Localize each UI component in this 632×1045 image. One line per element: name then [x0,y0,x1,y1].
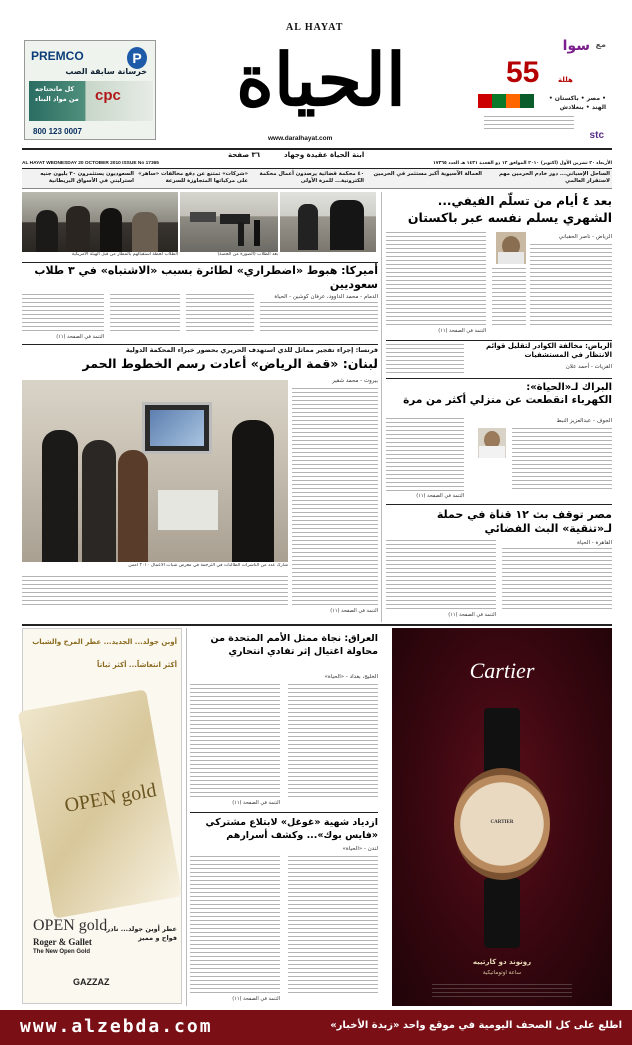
perfume-distributor: GAZZAZ [73,977,110,987]
stc-ad[interactable] [474,36,608,144]
box-riyadh-body [386,344,464,374]
watch-dial-text: CARTIER [490,820,514,825]
perfume-arabic: عطر أوبن جولد... نادر، فواح و مميز [104,925,177,942]
premco-line3: من مواد البناء [35,95,79,103]
footer-url[interactable]: www.alzebda.com [20,1016,213,1037]
us-plane-body [22,294,104,334]
watch-case [454,768,550,880]
cartier-sub: ساعة اوتوماتيكية [482,970,522,976]
us-plane-body [260,302,378,334]
issue-line-ar: الأربعاء ٢٠ تشرين الأول (اكتوبر) ٢٠١٠ الموافق ١٢ ذو القعدة ١٤٣١ هـ العدد ١٧٣٦٥ [433,161,612,166]
masthead-tagline: ابنة الحياة عقيدة وجهاد [284,151,365,159]
premco-line1: خرسانة سابقة الصب [65,67,147,76]
iraq-byline: الخليج، بغداد - «الحياة» [324,674,378,680]
us-plane-body [110,294,180,334]
photo-caption: شارك عدد من الناشرات الطالبات في الترجمة في معرض شباب الأعمال ٢٠١٠ أمس [128,563,288,568]
teaser-item[interactable]: العمالة الآسيوية أكبر مستثمر في الحرمين [373,171,482,177]
students-photo-3 [280,192,376,252]
masthead-rule [22,148,612,150]
website-link[interactable]: www.daralhayat.com [268,135,333,142]
google-body [190,856,280,996]
stc-label2: مع [595,40,606,49]
continued-label: التتمة في الصفحة (١١) [330,608,378,614]
electricity-kicker[interactable]: البراك لـ«الحياة»: [526,382,612,393]
teaser-strip [22,169,612,189]
lebanon-headline[interactable]: لبنان: «قمة الرياض» أعادت رسم الخطوط الحمر [82,356,378,371]
box-riyadh-byline: القريات - أحمد علان [565,364,612,370]
box-riyadh-headline[interactable]: الرياض: مخالفة الكوادر لتقليل قوائم الانتظار في المستشفيات [485,342,612,359]
rule [22,262,378,263]
continued-label: التتمة في الصفحة (١١) [416,493,464,499]
lead-body [386,232,486,328]
electricity-body [512,428,612,492]
continued-label: التتمة في الصفحة (١١) [232,996,280,1002]
footer-slogan: اطلع على كل الصحف اليومية في موقع واحد «زبدة الأخبار» [330,1020,622,1031]
rule [386,378,612,379]
premco-phone: 800 123 0007 [33,127,82,136]
stc-countries: • مصر • باكستان • الهند • بنغلادش [548,95,606,111]
photo-caption: الطلاب لحظة استقبالهم بالمطار من قبل الهيئة الأمريكية [71,252,178,257]
stc-unit: هللة [558,76,573,84]
lead-body [492,268,526,328]
stc-flags-icon [478,94,534,108]
latin-title: AL HAYAT [286,22,344,33]
egypt-body [502,548,612,612]
continued-label: التتمة في الصفحة (١١) [232,800,280,806]
premco-brand: PREMCO [31,49,84,63]
electricity-headline[interactable]: الكهرباء انقطعت عن منزلي أكثر من مرة [403,394,612,406]
cpc-logo-icon: cpc [95,87,121,104]
teaser-item[interactable]: السعوديون يستثمرون ٣٠ بليون جنيه استرليني في الأسواق البريطانية [40,171,134,184]
perfume-brand: Roger & Gallet [33,937,92,947]
stc-price: 55 [506,56,540,89]
stc-brand: stc [589,130,604,141]
perfume-product: OPEN gold [62,779,159,817]
perfume-title: أوبن جولد... الجديد... عطر المرح والشباب [32,638,177,646]
continued-label: التتمة في الصفحة (١١) [56,334,104,340]
perfume-bottle [18,689,182,918]
iraq-body [190,684,280,798]
lebanon-photo [22,380,288,562]
premco-ad[interactable] [24,40,156,140]
lead-body [530,244,612,328]
cartier-fineprint [432,984,572,998]
google-headline[interactable]: ازدياد شهية «غوغل» لابتلاع مشتركي «فايس بوك»... وكشف أسرارهم [205,817,378,841]
students-photo-2 [180,192,278,252]
perfume-label: The New Open Gold [33,949,91,955]
electricity-portrait [478,428,506,458]
cartier-brand: Cartier [469,658,535,683]
lebanon-body [292,388,378,606]
premco-line2: كل ماتحتاجه [35,85,75,93]
electricity-byline: الجوف - عبدالعزيز النبط [556,418,612,424]
masthead [0,0,632,150]
lead-headline-2[interactable]: الشهري يسلم نفسه عبر باكستان [407,210,612,225]
lebanon-byline: بيروت - محمد شقير [332,378,378,384]
photo-caption: بعد الطلاب (الصورة من الحصة) [217,252,278,257]
lebanon-kicker[interactable]: فرنسا: إجراء تفجير مماثل للذي استهدف الحريري بحضور خبراء المحكمة الدولية [125,346,378,354]
masthead-title: الحياة [236,37,406,122]
watch-strap-bottom [484,878,520,948]
us-plane-headline[interactable]: أميركا: هبوط «اضطراري» لطائرة بسبب «الاشتباه» في ٣ طلاب سعوديين [34,264,378,291]
lead-portrait [496,232,526,264]
footer-banner[interactable] [0,1010,632,1045]
electricity-body [386,418,464,492]
iraq-headline[interactable]: العراق: نجاة ممثل الأمم المتحدة من محاولة اغتيال إثر تفادي انتحاري [210,633,378,657]
perfume-ad[interactable] [22,628,182,1004]
teaser-item[interactable]: ٤٠ محكمة قضائية يرصدون أعمال محكمة الكترونية... للمرة الأولى [259,171,364,184]
cartier-caption: رونوند دو كارتييه [472,958,532,966]
lebanon-body [22,576,288,606]
column-divider [186,628,187,1006]
us-plane-body [186,294,254,334]
us-plane-byline: الدمام - محمد الداوود، عرفان كوشين - الحياة [274,294,378,300]
premco-logo-icon: P [127,47,147,69]
stc-label1: سوا [562,38,590,54]
rule [190,812,378,813]
egypt-byline: القاهرة - الحياة [577,540,612,546]
iraq-body [288,684,378,798]
rule [386,504,612,505]
egypt-headline[interactable]: مصر توقف بث ١٢ قناة في حملة لـ«تنقية» البث الفضائي [436,508,612,535]
issue-line-en: AL HAYAT WEDNESDAY 20 OCTOBER 2010 ISSUE No 17365 [22,161,159,166]
google-byline: لندن - «الحياة» [342,846,378,852]
lead-byline: الرياض - ناصر الحقباني [558,234,612,240]
rule [22,344,378,345]
google-body [288,856,378,996]
students-photo-1 [22,192,178,252]
perfume-subtitle: أكثر انتعاشاً... أكثر ثباتاً [96,661,177,669]
rule [386,340,612,341]
lead-headline-1[interactable]: بعد ٤ أيام من تسلّم الفيفي... [437,194,612,208]
egypt-body [386,540,496,612]
teaser-item[interactable]: الساحل الإسباني... دور خادم الحرمين مهم لاستقرار العالمي [499,171,610,184]
section-rule [22,624,612,626]
perfume-product-2: OPEN gold [33,917,108,934]
continued-label: التتمة في الصفحة (١١) [448,612,496,618]
column-divider [381,192,382,622]
pages-label: ٣٦ صفحة [228,151,261,159]
stc-fineprint [484,116,574,132]
continued-label: التتمة في الصفحة (١١) [438,328,486,334]
cartier-ad[interactable] [392,628,612,1006]
teaser-item[interactable]: «شركات» تمتنع عن دفع مخالفات «ساهر» على مركباتها المتجاوزة للسرعة [138,171,248,184]
